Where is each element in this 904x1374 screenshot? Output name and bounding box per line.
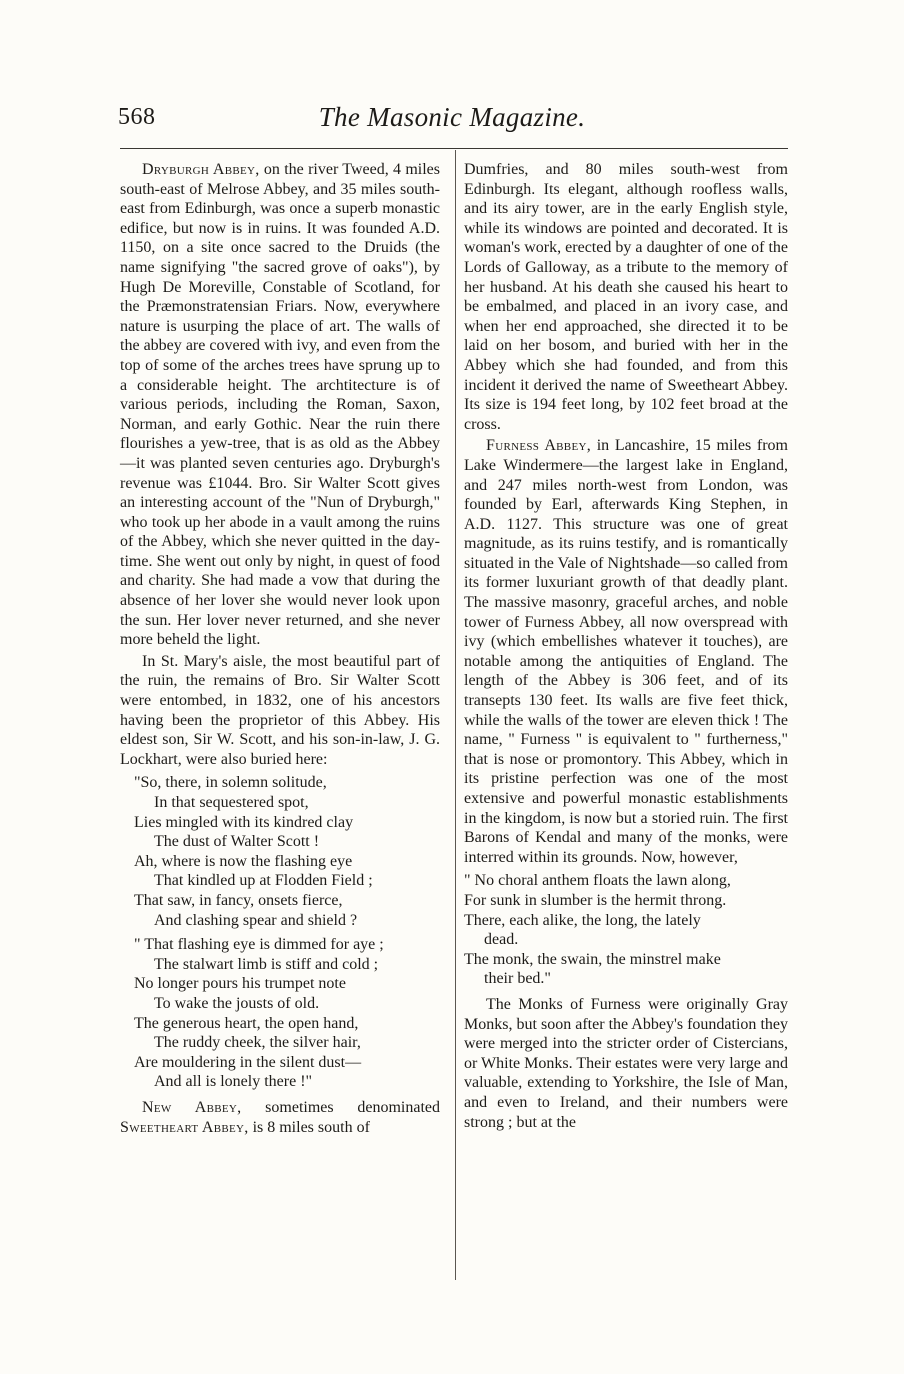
heading-sweetheart-abbey: Sweetheart Abbey, — [120, 1118, 249, 1136]
paragraph-dryburgh-abbey — [120, 160, 440, 650]
new-abbey-text: sometimes denominated — [265, 1098, 440, 1116]
poem-line: The dust of Walter Scott ! — [154, 833, 320, 851]
poem-walter-scott — [120, 773, 440, 1092]
poem-line: Are mouldering in the silent dust— — [134, 1053, 362, 1071]
page-number: 568 — [118, 104, 156, 130]
poem-line: The ruddy cheek, the silver hair, — [154, 1034, 361, 1052]
paragraph-sweetheart-continued: Dumfries, and 80 miles south-west from Edinburgh. Its elegant, although roofless walls, and its airy tower, are in the early English style, while its windows are pointed and decorated. It is woman's work, erected by a daughter of one of the Lords of Galloway, as a tribute to the memory of her husband. At his death she caused his heart to be embalmed, and placed in an ivory case, and when her end approached, she directed it to be laid on her bosom, and buried with her in the Abbey which she had founded, and from this incident it derived the name of Sweetheart Abbey. Its size is 194 feet long, by 102 feet broad at the cross. — [464, 161, 788, 433]
poem-furness — [464, 871, 788, 989]
header-rule — [120, 148, 788, 149]
paragraph-st-marys-aisle: In St. Mary's aisle, the most beautiful part of the ruin, the remains of Bro. Sir Walter Scott were entombed, in 1832, one of his ancestors having been the proprietor of this Abbey. His eldest son, Sir W. Scott, and his son-in-law, J. G. Lockhart, were also buried here: — [120, 652, 440, 768]
poem-line: Lies mingled with its kindred clay — [134, 813, 354, 831]
poem-line: The stalwart limb is stiff and cold ; — [154, 955, 379, 973]
poem-line: That kindled up at Flodden Field ; — [154, 872, 373, 890]
left-column — [120, 160, 440, 1140]
poem-line: In that sequestered spot, — [154, 794, 309, 811]
dryburgh-text: on the river Tweed, 4 miles south-east of Melrose Abbey, and 35 miles south-east from Edinburgh, was once a superb monastic edifice, but now is in ruins. It was founded A.D. 1150, on a site once sacred to the Druids (the name signifying "the sacred grove of oaks"), by Hugh De Moreville, Constable of Scotland, for the Præmonstratensian Friars. Now, everywhere nature is usurping the place of art. The walls of the abbey are covered with ivy, and even from the top of some of the arches trees have sprung up to a considerable height. The archtitecture is of various periods, including the Roman, Saxon, Norman, and early Gothic. Near the ruin there flourishes a yew-tree, that is as old as the Abbey—it was planted seven centuries ago. Dryburgh's revenue was £1044. Bro. Sir Walter Scott gives an interesting account of the "Nun of Dryburgh," who took up her abode in a vault among the ruins of the Abbey, which she never quitted in the day-time. She went out only by night, in quest of food and charity. She had made a vow that during the absence of her lover she would never look upon the sun. Her lover never returned, and she never more beheld the light. — [120, 161, 441, 649]
right-column — [464, 160, 788, 1135]
poem-line: " That flashing eye is dimmed for aye ; — [134, 936, 384, 954]
heading-new-abbey: New Abbey, — [142, 1098, 242, 1116]
poem-line: There, each alike, the long, the lately — [464, 911, 701, 929]
heading-furness-abbey: Furness Abbey, — [486, 437, 592, 455]
sweetheart-abbey-text: is 8 miles south of — [252, 1118, 370, 1136]
poem-line: dead. — [484, 931, 519, 949]
poem-line: The monk, the swain, the minstrel make — [464, 950, 721, 968]
column-divider — [455, 150, 456, 1280]
poem-line: And clashing spear and shield ? — [154, 911, 358, 929]
poem-line: No longer pours his trumpet note — [134, 975, 346, 993]
furness-text: in Lancashire, 15 miles from Lake Windermere—the largest lake in England, and 247 miles north-west from London, was founded by Earl, afterwards King Stephen, in A.D. 1127. This structure was one of great magnitude, as its ruins testify, and is romantically situated in the Vale of Nightshade—so called from its former luxuriant growth of that deadly plant. The massive masonry, graceful arches, and noble tower of Furness Abbey, all now overspread with ivy (which embellishes whatever it touches), are notable among the antiquities of England. The length of the Abbey is 306 feet, and of its transepts 130 feet. Its walls are five feet thick, while the walls of the tower are eleven thick ! The name, " Furness " is equivalent to " furtherness," that is nose or promontory. This Abbey, which in its pristine perfection was one of the most extensive and powerful monastic establishments in the kingdom, is now but a storied ruin. The first Barons of Kendal and many of the monks, were interred within its grounds. Now, however, — [464, 437, 788, 866]
poem-stanza — [120, 935, 440, 1092]
heading-dryburgh-abbey: Dryburgh Abbey, — [142, 161, 260, 178]
paragraph-new-abbey — [120, 1098, 440, 1137]
poem-line: Ah, where is now the flashing eye — [134, 852, 353, 870]
poem-line: The generous heart, the open hand, — [134, 1014, 359, 1032]
poem-stanza — [120, 773, 440, 930]
paragraph-monks-of-furness: The Monks of Furness were originally Gray Monks, but soon after the Abbey's foundation they were merged into the stricter order of Cistercians, or White Monks. Their estates were very large and valuable, extending to Yorkshire, the Isle of Man, and even to Ireland, and their numbers were strong ; but at the — [464, 995, 788, 1131]
poem-line: And all is lonely there !" — [154, 1073, 313, 1091]
poem-line: For sunk in slumber is the hermit throng. — [464, 891, 727, 909]
running-head-title: The Masonic Magazine. — [318, 102, 586, 132]
poem-line: their bed." — [484, 970, 551, 988]
poem-line: " No choral anthem floats the lawn along, — [464, 872, 731, 890]
poem-line: To wake the jousts of old. — [154, 994, 320, 1012]
poem-line: "So, there, in solemn solitude, — [134, 774, 327, 792]
paragraph-furness-abbey — [464, 436, 788, 867]
poem-line: That saw, in fancy, onsets fierce, — [134, 891, 343, 909]
